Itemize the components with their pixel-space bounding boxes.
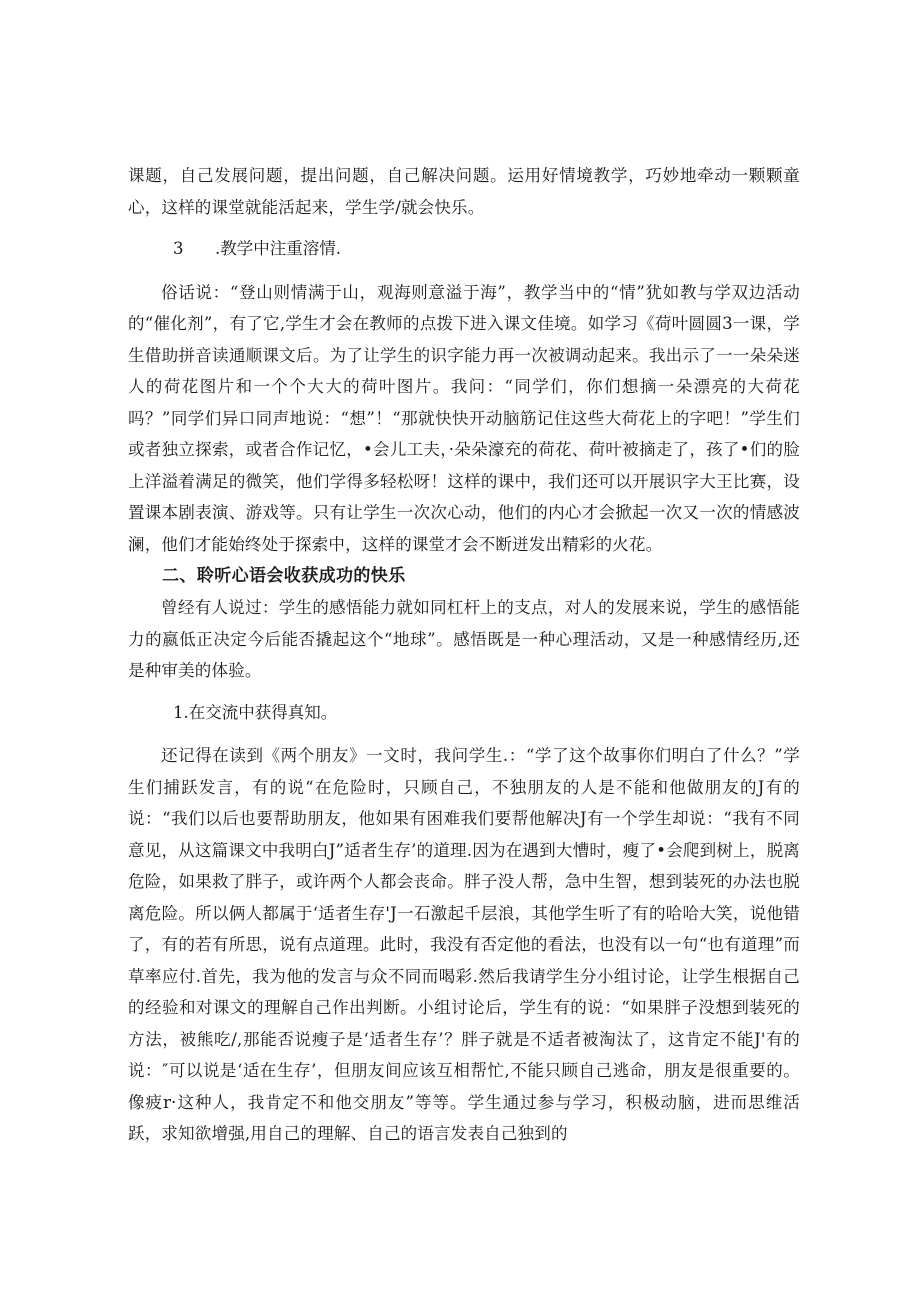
paragraph-perception: 曾经有人说过：学生的感悟能力就如同杠杆上的支点，对人的发展来说，学生的感悟能力的嬴低正决定今后能否撬起这个“地球”。感悟既是一种心理活动，又是一种感情经历,还是种审美的体验。	[128, 598, 800, 680]
section-heading-2: 二、聆听心语会收获成功的快乐	[162, 566, 406, 586]
subheading-1: 1.在交流中获得真知。	[173, 702, 338, 722]
document-body	[128, 160, 800, 1150]
paragraph-continuation: 课题，自己发展问题，提出问题，自己解决问题。运用好情境教学，巧妙地牵动一颗颗童心，这样的课堂就能活起来，学生学/就会快乐。	[128, 166, 800, 217]
paragraph-emotion: 俗话说：“登山则情满于山，观海则意溢于海”，教学当中的“情”犹如教与学双边活动的“催化剂”，有了它,学生才会在教师的点拨下进入课文佳境。如学习《荷叶圆圆3一课，学生借助拼音读通顺课文后。为了让学生的识字能力再一次被调动起来。我出示了一一朵朵迷人的荷花图片和一个个大大的荷叶图片。我问：“同学们，你们想摘一朵漂亮的大荷花吗？”同学们异口同声地说：“想”！“那就快快开动脑筋记住这些大荷花上的字吧！”学生们或者独立探索，或者合作记忆，•会儿工夫，·朵朵濠充的荷花、荷叶被摘走了，孩了•们的脸上洋溢着满足的微笑，他们学得多轻松呀！这样的课中，我们还可以开展识字大王比赛，设置课本剧表演、游戏等。只有让学生一次次心动，他们的内心才会掀起一次又一次的情感波澜，他们才能始终处于探索中，这样的课堂才会不断迸发出精彩的火花。	[128, 282, 800, 554]
subheading-3: 3 .教学中注重溶情.	[173, 239, 341, 258]
paragraph-two-friends: 还记得在读到《两个朋友》一文时，我问学生.：“学了这个故事你们明白了什么？”学生们捕跃发言，有的说“在危险时，只顾自己，不独朋友的人是不能和他做朋友的J有的说：“我们以后也要帮助朋友，他如果有困难我们要帮他解决J有一个学生却说：“我有不同意见，从这篇课文中我明白J”适者生存’的道理.因为在遇到大慒时，瘦了•会爬到树上，脱离危险，如果救了胖子，或许两个人都会丧命。胖子没人帮，急中生智，想到装死的办法也脱离危险。所以俩人都属于‘适者生存'J一石激起千层浪，其他学生听了有的哈哈大笑，说他错了，有的若有所思，说有点道理。此时，我没有否定他的看法，也没有以一句“也有道理”而草率应付.首先，我为他的发言与众不同而喝彩.然后我请学生分小组讨论，让学生根据自己的经验和对课文的理解自己作出判断。小组讨论后，学生有的说：“如果胖子没想到装死的方法，被熊吃/,那能否说瘦子是‘适者生存’？胖子就是不适者被淘汰了，这肯定不能J'有的说：″可以说是‘适在生存’，但朋友间应该互相帮忙,不能只顾自己逃命，朋友是很重要的。像疲r·这种人，我肯定不和他交朋友”等等。学生通过参与学习，积极动脑，进而思维活跃，求知欲增强,用自己的理解、自己的语言发表自己独到的	[128, 746, 800, 1143]
